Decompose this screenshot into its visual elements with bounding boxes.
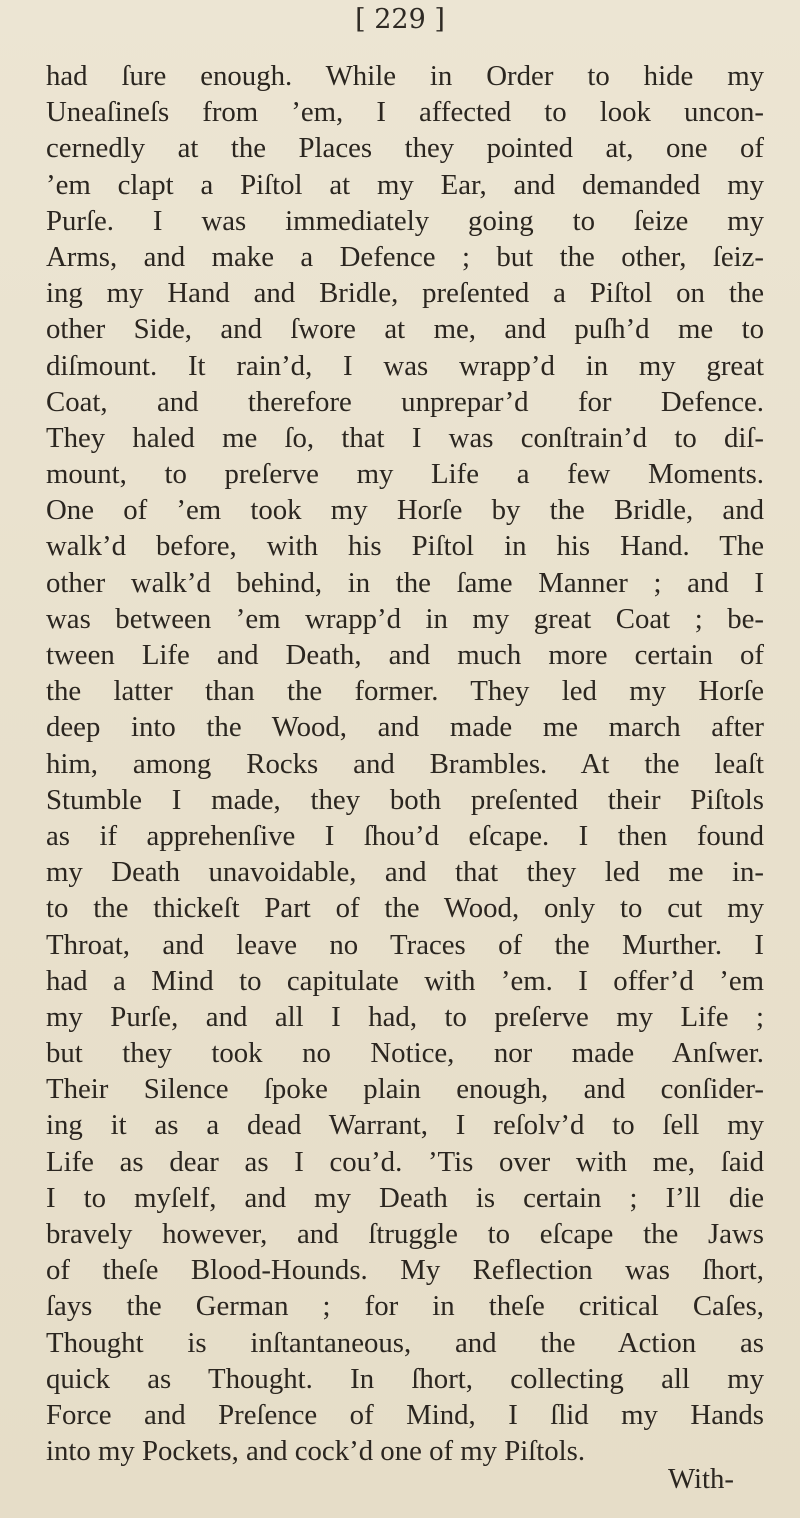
text-line: had a Mind to capitulate with ’em. I offer’d ’em	[46, 964, 764, 997]
text-line: cernedly at the Places they pointed at, one of	[46, 132, 764, 165]
text-line: other Side, and ſwore at me, and puſh’d me to	[46, 313, 764, 346]
text-line: of theſe Blood-Hounds. My Reflection was ſhort,	[46, 1254, 764, 1287]
text-line: had ſure enough. While in Order to hide my	[46, 60, 764, 92]
text-line: bravely however, and ſtruggle to eſcape the Jaws	[46, 1218, 764, 1250]
text-line: deep into the Wood, and made me march after	[46, 711, 764, 744]
text-line: to the thickeſt Part of the Wood, only to cut my	[46, 892, 764, 925]
text-line: ing my Hand and Bridle, preſented a Piſtol on the	[46, 277, 764, 310]
text-line: ing it as a dead Warrant, I reſolv’d to ſell my	[46, 1109, 764, 1142]
body-text	[46, 58, 764, 1469]
text-line: I to myſelf, and my Death is certain ; I’ll die	[46, 1181, 764, 1214]
text-line: into my Pockets, and cock’d one of my Piſtols.	[46, 1435, 586, 1468]
text-line: Thought is inſtantaneous, and the Action as	[46, 1326, 764, 1359]
text-line: my Purſe, and all I had, to preſerve my Life ;	[46, 1000, 764, 1033]
text-line: One of ’em took my Horſe by the Bridle, and	[46, 494, 764, 527]
text-line: him, among Rocks and Brambles. At the leaſt	[46, 747, 764, 780]
text-line: They haled me ſo, that I was conſtrain’d to diſ-	[46, 421, 764, 454]
text-line: other walk’d behind, in the ſame Manner ; and I	[46, 566, 764, 599]
text-line: walk’d before, with his Piſtol in his Hand. The	[46, 530, 764, 563]
text-line: diſmount. It rain’d, I was wrapp’d in my great	[46, 349, 764, 382]
text-line: Arms, and make a Defence ; but the other, ſeiz-	[46, 240, 764, 273]
text-line: Throat, and leave no Traces of the Murther. I	[46, 928, 764, 961]
text-line: Purſe. I was immediately going to ſeize my	[46, 204, 764, 237]
text-line: my Death unavoidable, and that they led me in-	[46, 856, 764, 889]
text-line: Uneaſineſs from ’em, I affected to look uncon-	[46, 96, 764, 129]
text-line: as if apprehenſive I ſhou’d eſcape. I then found	[46, 819, 764, 852]
text-line: Their Silence ſpoke plain enough, and conſider-	[46, 1073, 764, 1106]
text-line: Force and Preſence of Mind, I ſlid my Hands	[46, 1398, 764, 1431]
text-line: Coat, and therefore unprepar’d for Defence.	[46, 385, 764, 418]
catchword: With-	[668, 1463, 735, 1495]
text-line: mount, to preſerve my Life a few Moments.	[46, 458, 764, 491]
text-line: but they took no Notice, nor made Anſwer.	[46, 1037, 764, 1070]
text-line: Stumble I made, they both preſented their Piſtols	[46, 783, 764, 816]
text-line: quick as Thought. In ſhort, collecting all my	[46, 1362, 764, 1395]
text-line: tween Life and Death, and much more certain of	[46, 639, 764, 671]
text-line: was between ’em wrapp’d in my great Coat ; be-	[46, 602, 764, 635]
text-line: Life as dear as I cou’d. ’Tis over with me, ſaid	[46, 1145, 764, 1178]
text-line: ’em clapt a Piſtol at my Ear, and demanded my	[46, 168, 764, 201]
text-line: ſays the German ; for in theſe critical Caſes,	[46, 1290, 764, 1323]
page-number: [ 229 ]	[355, 4, 445, 35]
text-line: the latter than the former. They led my Horſe	[46, 675, 764, 708]
